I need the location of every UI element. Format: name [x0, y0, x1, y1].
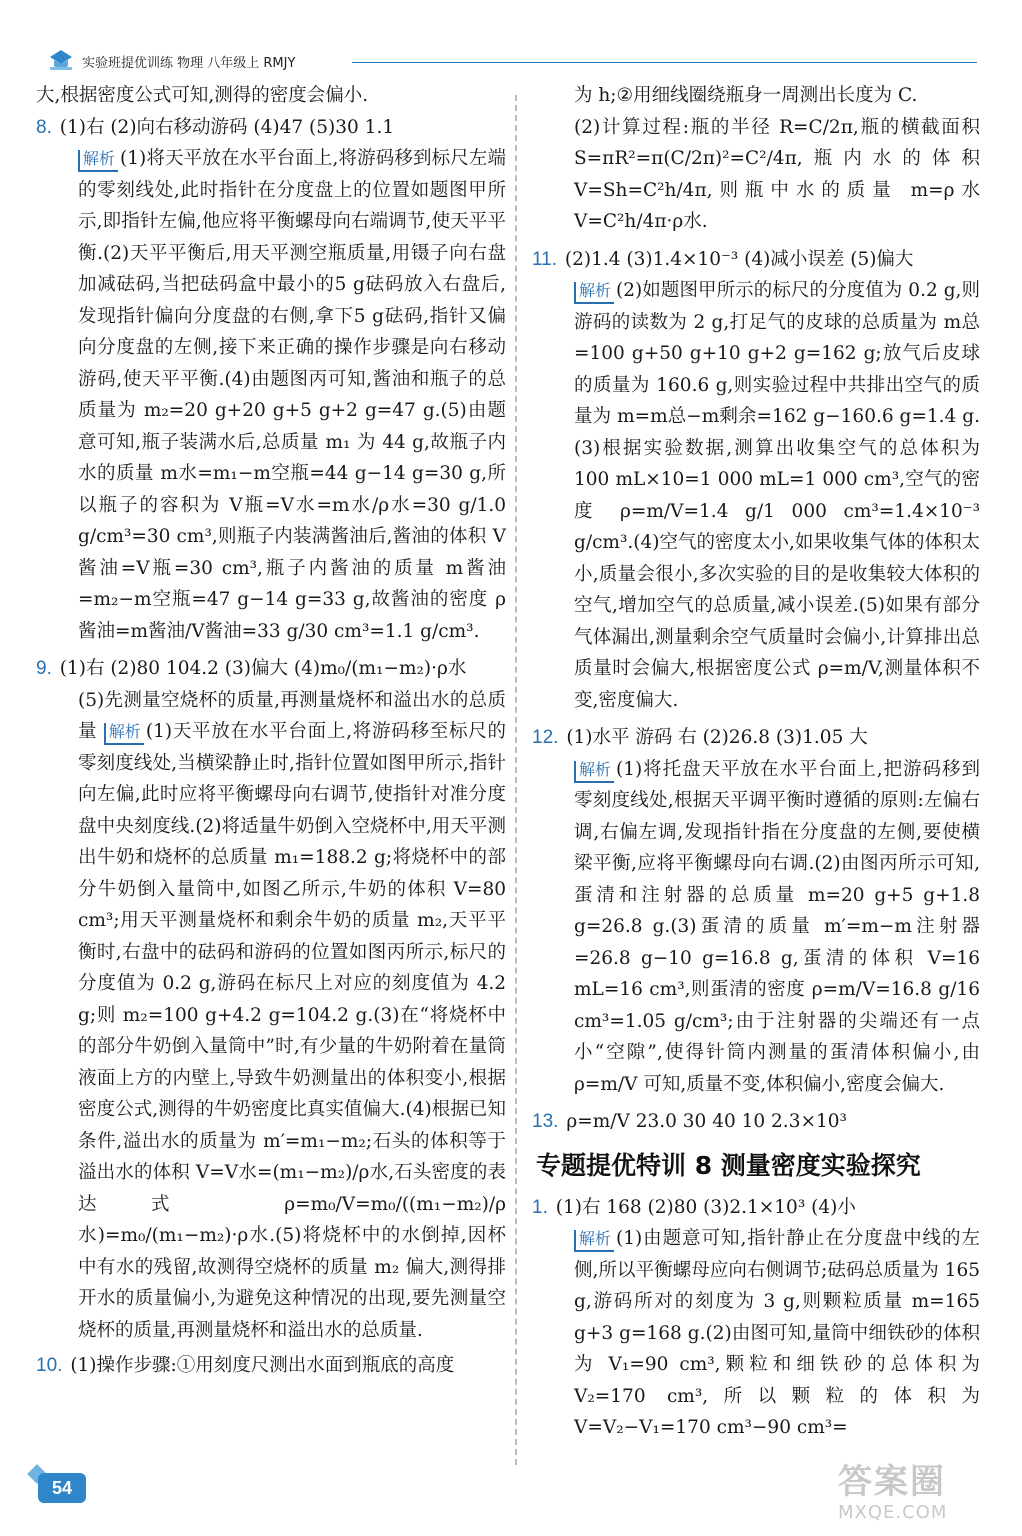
column-divider: [515, 95, 517, 1465]
page-header: [0, 0, 1022, 80]
header-title: 实验班提优训练 物理 八年级上 RMJY: [82, 56, 296, 71]
analysis-text: (1)天平放在水平台面上,将游码移至标尺的零刻度线处,当横梁静止时,指针位置如图甲所示,指针向左偏,此时应将平衡螺母向右调节,使指针对准分度盘中央刻度线.(2)将适量牛奶倒入空烧杯中,用天平测出牛奶和烧杯的总质量 m₁=188.2 g;将烧杯中的部分牛奶倒入量筒中,如图乙所示,牛奶的体积 V=80 cm³;用天平测量烧杯和剩余牛奶的质量 m₂,天平平衡时,右盘中的砝码和游码的位置如图丙所示,标尺的分度值为 0.2 g,游码在标尺上对应的刻度值为 4.2 g;则 m₂=100 g+4.2 g=104.2 g.(3)在“将烧杯中的部分牛奶倒入量筒中”时,有少量的牛奶附着在量筒液面上方的内壁上,导致牛奶测量出的体积变小,根据密度公式,测得的牛奶密度比真实值偏大.(4)根据已知条件,溢出水的质量为 m′=m₁−m₂;石头的体积等于溢出水的体积 V=V水=(m₁−m₂)/ρ水,石头密度的表达式 ρ=m₀/V=m₀/((m₁−m₂)/ρ水)=m₀/(m₁−m₂)·ρ水.(5)将烧杯中的水倒掉,因杯中有水的残留,故测得空烧杯的质量 m₂ 偏大,测得排开水的质量偏小,为避免这种情况的出现,要先测量空烧杯的质量,再测量烧杯和溢出水的总质量.: [78, 721, 506, 1341]
page-number: 54: [38, 1473, 86, 1503]
question-number: 13.: [532, 1111, 559, 1132]
answer-12: [532, 722, 980, 754]
section-title: 专题提优特训 8 测量密度实验探究: [536, 1150, 921, 1180]
answer-8: [36, 112, 506, 144]
analysis-tag: 解析: [574, 1230, 614, 1252]
header-rule: [352, 62, 977, 63]
question-number: 1.: [532, 1196, 548, 1218]
question-number: 8.: [36, 116, 52, 138]
answer-13: [532, 1106, 980, 1138]
analysis-text: (1)由题意可知,指针静止在分度盘中线的左侧,所以平衡螺母应向右侧调节;砝码总质量为 165 g,游码所对的刻度为 3 g,则颗粒质量 m=165 g+3 g=168 g.(2)由图可知,量筒中细铁砂的体积为 V₁=90 cm³,颗粒和细铁砂的总体积为 V₂=170 cm³,所以颗粒的体积为 V=V₂−V₁=170 cm³−90 cm³=: [574, 1228, 980, 1438]
watermark-text: 答案圈: [838, 1462, 946, 1502]
watermark-logo: [838, 1462, 988, 1528]
analysis-tag: 解析: [104, 723, 144, 745]
answer-text: (2)1.4 (3)1.4×10⁻³ (4)减小误差 (5)偏大: [564, 248, 914, 270]
answer-text: (1)右 168 (2)80 (3)2.1×10³ (4)小: [555, 1196, 856, 1218]
text-line: 为 h;②用细线圈绕瓶身一周测出长度为 C.: [574, 85, 918, 106]
answer-text: (5)先测量空烧杯的质量,再测量烧杯和溢出水的总质量: [78, 689, 506, 742]
answer-1: [532, 1192, 980, 1224]
answer-text: (1)右 (2)80 104.2 (3)偏大 (4)m₀/(m₁−m₂)·ρ水: [59, 658, 467, 679]
analysis-text: (1)将托盘天平放在水平台面上,把游码移到零刻度线处,根据天平调平衡时遵循的原则:左偏右调,右偏左调,发现指针指在分度盘的左侧,要使横梁平衡,应将平衡螺母向右调.(2)由图丙所示可知,蛋清和注射器的总质量 m=20 g+5 g+1.8 g=26.8 g.(3)蛋清的质量 m′=m−m注射器=26.8 g−10 g=16.8 g,蛋清的体积 V=16 mL=16 cm³,则蛋清的密度 ρ=m/V=16.8 g/16 cm³=1.05 g/cm³;由于注射器的尖端还有一点小“空隙”,使得针筒内测量的蛋清体积偏小,由 ρ=m/V 可知,质量不变,体积偏小,密度会偏大.: [574, 758, 980, 1095]
answer-text: ρ=m/V 23.0 30 40 10 2.3×10³: [566, 1111, 847, 1132]
analysis-text: (1)将天平放在水平台面上,将游码移到标尺左端的零刻线处,此时指针在分度盘上的位置如题图甲所示,即指针左偏,他应将平衡螺母向右端调节,使天平平衡.(2)天平平衡后,用天平测空瓶质量,用镊子向右盘加减砝码,当把砝码盒中最小的5 g砝码放入右盘后,发现指针偏向分度盘的右侧,拿下5 g砝码,指针又偏向分度盘的左侧,接下来正确的操作步骤是向右移动游码,使天平平衡.(4)由题图丙可知,酱油和瓶子的总质量为 m₂=20 g+20 g+5 g+2 g=47 g.(5)由题意可知,瓶子装满水后,总质量 m₁ 为 44 g,故瓶子内水的质量 m水=m₁−m空瓶=44 g−14 g=30 g,所以瓶子的容积为 V瓶=V水=m水/ρ水=30 g/1.0 g/cm³=30 cm³,则瓶子内装满酱油后,酱油的体积 V酱油=V瓶=30 cm³,瓶子内酱油的质量 m酱油=m₂−m空瓶=47 g−14 g=33 g,故酱油的密度 ρ酱油=m酱油/V酱油=33 g/30 cm³=1.1 g/cm³.: [78, 148, 506, 642]
answer-9-cont: [36, 685, 506, 1347]
text-line: 大,根据密度公式可知,测得的密度会偏小.: [36, 85, 369, 106]
question-number: 11.: [532, 248, 558, 270]
question-number: 12.: [532, 727, 559, 748]
watermark-url: MXQE.COM: [838, 1502, 948, 1523]
answer-text: (1)水平 游码 右 (2)26.8 (3)1.05 大: [566, 727, 868, 748]
analysis-1: [532, 1223, 980, 1444]
left-column: [36, 80, 506, 1382]
analysis-8: [36, 143, 506, 647]
calc-process: (2)计算过程:瓶的半径 R=C/2π,瓶的横截面积 S=πR²=π(C/2π)²=C²/4π,瓶内水的体积 V=Sh=C²h/4π,则瓶中水的质量 m=ρ水V=C²h/4π·ρ水.: [574, 116, 980, 232]
analysis-11: [532, 275, 980, 716]
analysis-tag: 解析: [574, 282, 614, 304]
question-number: 10.: [36, 1355, 63, 1376]
analysis-tag: 解析: [78, 150, 118, 172]
right-column: [532, 80, 980, 1444]
question-number: 9.: [36, 658, 52, 679]
analysis-text: (2)如题图甲所示的标尺的分度值为 0.2 g,则游码的读数为 2 g,打足气的皮球的总质量为 m总=100 g+50 g+10 g+2 g=162 g;放气后皮球的质量为 160.6 g,则实验过程中共排出空气的质量为 m=m总−m剩余=162 g−160.6 g=1.4 g.(3)根据实验数据,测算出收集空气的总体积为 100 mL×10=1 000 mL=1 000 cm³,空气的密度 ρ=m/V=1.4 g/1 000 cm³=1.4×10⁻³ g/cm³.(4)空气的密度太小,如果收集气体的体积太小,质量会很小,多次实验的目的是收集较大体积的空气,增加空气的总质量,减小误差.(5)如果有部分气体漏出,测量剩余空气质量时会偏小,计算排出总质量时会偏大,根据密度公式 ρ=m/V,测量体积不变,密度偏大.: [574, 280, 980, 711]
answer-10: [36, 1350, 506, 1382]
answer-11: [532, 244, 980, 276]
analysis-tag: 解析: [574, 761, 614, 783]
book-logo-icon: [48, 48, 74, 74]
answer-text: (1)右 (2)向右移动游码 (4)47 (5)30 1.1: [59, 116, 395, 138]
answer-text: (1)操作步骤:①用刻度尺测出水面到瓶底的高度: [70, 1355, 455, 1376]
analysis-12: [532, 754, 980, 1101]
answer-9: [36, 653, 506, 685]
